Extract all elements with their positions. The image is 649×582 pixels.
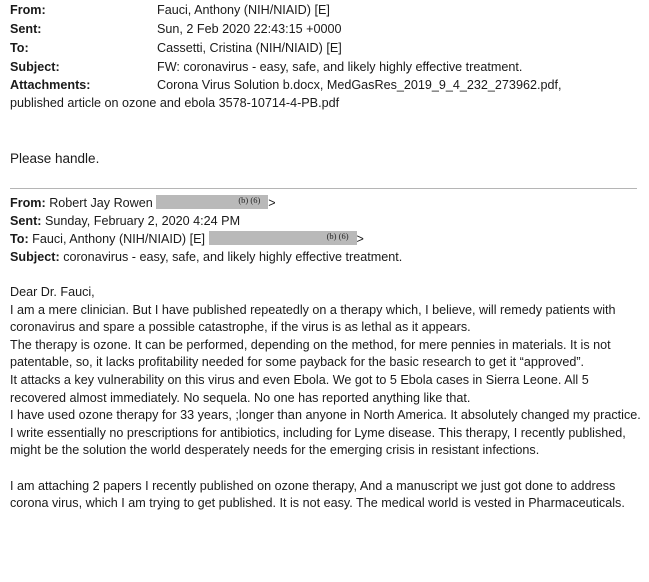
header-attachments-label: Attachments: bbox=[10, 78, 91, 92]
body-paragraph: I am attaching 2 papers I recently published on ozone therapy, And a manuscript we just got done to address corona virus, which I am trying to get published. It is not easy. The medical world is vested in Pharmaceuticals. bbox=[10, 478, 625, 511]
redaction-code: (b) (6) bbox=[326, 231, 349, 241]
forward-note: Please handle. bbox=[10, 151, 100, 166]
forwarded-sent-label: Sent: bbox=[10, 214, 42, 228]
forwarded-subject-value: coronavirus - easy, safe, and likely highly effective treatment. bbox=[63, 250, 403, 264]
forwarded-from-value: Robert Jay Rowen bbox=[49, 196, 153, 210]
header-attachments-value: Corona Virus Solution b.docx, MedGasRes_2019_9_4_232_273962.pdf, bbox=[157, 78, 562, 92]
body-paragraph: I have used ozone therapy for 33 years, ;longer than anyone in North America. It absolutely changed my practice. I write essentially no prescriptions for antibiotics, including for Lyme disease. This therapy, I recently published, might be the solution the world desperately needs for the emerging crisis in resistant infections. bbox=[10, 408, 641, 458]
header-to-value: Cassetti, Cristina (NIH/NIAID) [E] bbox=[157, 41, 342, 55]
header-sent-label: Sent: bbox=[10, 22, 42, 36]
body-paragraph: I am a mere clinician. But I have published repeatedly on a therapy which, I believe, will remedy patients with coronavirus and spare a possible catastrophe, if the virus is as lethal as it appears. bbox=[10, 302, 616, 335]
forwarded-to-value: Fauci, Anthony (NIH/NIAID) [E] bbox=[32, 232, 206, 246]
email-body bbox=[10, 284, 642, 513]
redaction-box bbox=[156, 195, 268, 209]
forwarded-from-label: From: bbox=[10, 196, 46, 210]
forwarded-to-row bbox=[10, 231, 364, 247]
header-from-value: Fauci, Anthony (NIH/NIAID) [E] bbox=[157, 3, 330, 17]
header-subject-value: FW: coronavirus - easy, safe, and likely highly effective treatment. bbox=[157, 60, 523, 74]
message-divider bbox=[10, 188, 637, 189]
paragraph-gap bbox=[10, 460, 642, 478]
forwarded-to-label: To: bbox=[10, 232, 29, 246]
header-from-label: From: bbox=[10, 3, 46, 17]
header-to-label: To: bbox=[10, 41, 29, 55]
header-subject-label: Subject: bbox=[10, 60, 60, 74]
redaction-code: (b) (6) bbox=[238, 195, 261, 205]
forwarded-sent-value: Sunday, February 2, 2020 4:24 PM bbox=[44, 214, 241, 228]
body-paragraph: The therapy is ozone. It can be performed, depending on the method, for mere pennies in materials. It is not patentable, so, it lacks profitability needed for some payback for the basic research to get it “approved”. bbox=[10, 337, 611, 370]
header-sent-value: Sun, 2 Feb 2020 22:43:15 +0000 bbox=[157, 22, 342, 36]
header-attachments-continuation: published article on ozone and ebola 3578-10714-4-PB.pdf bbox=[10, 96, 340, 110]
forwarded-sent-row bbox=[10, 213, 240, 229]
greeting: Dear Dr. Fauci, bbox=[10, 285, 95, 299]
body-paragraph: It attacks a key vulnerability on this virus and even Ebola. We got to 5 Ebola cases in Sierra Leone. All 5 recovered almost immediately. No sequela. No one has reported anything like that. bbox=[10, 372, 589, 405]
forwarded-from-close: > bbox=[268, 196, 276, 210]
forwarded-subject-row bbox=[10, 249, 402, 265]
redaction-box bbox=[209, 231, 357, 245]
forwarded-from-row bbox=[10, 195, 276, 211]
forwarded-to-close: > bbox=[356, 232, 364, 246]
forwarded-subject-label: Subject: bbox=[10, 250, 60, 264]
